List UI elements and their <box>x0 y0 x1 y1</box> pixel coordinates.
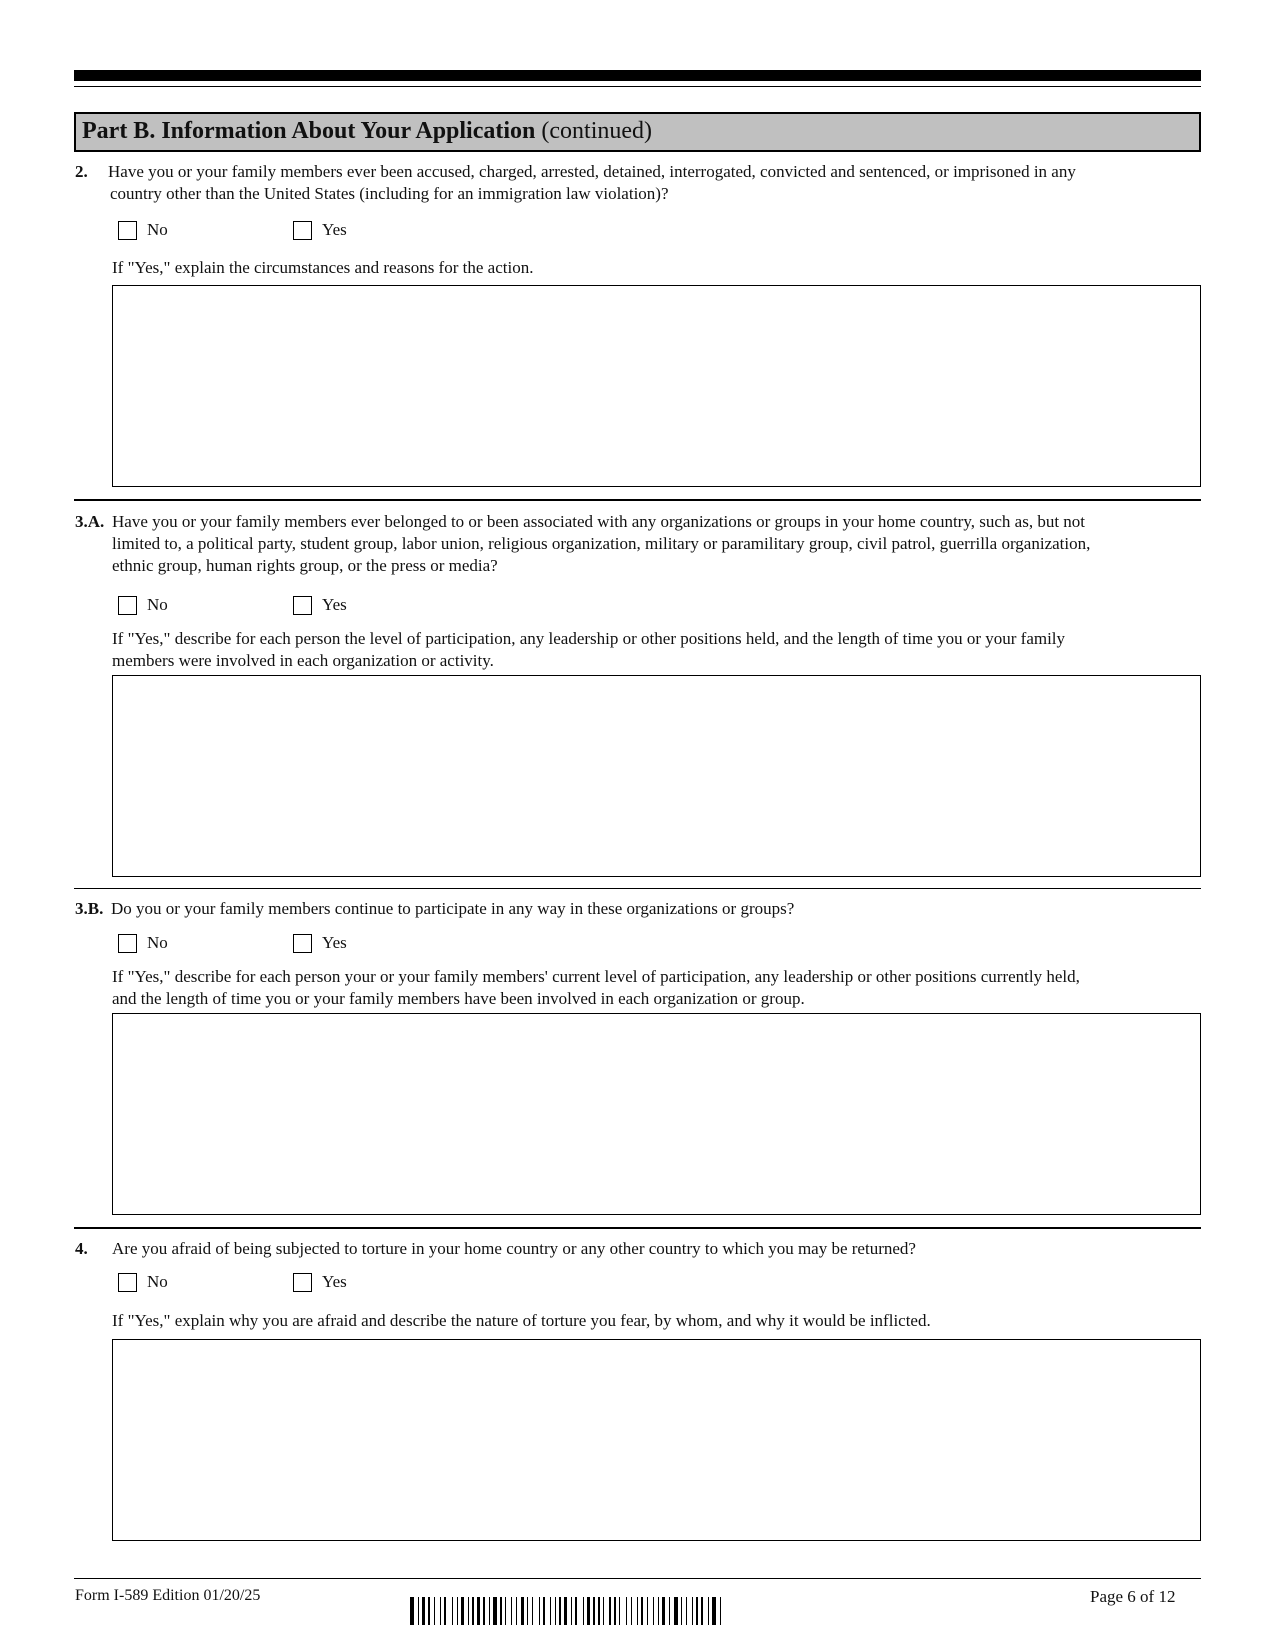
q3a-yes-label: Yes <box>322 595 347 614</box>
barcode-bar <box>712 1597 716 1625</box>
barcode-bar <box>708 1597 709 1625</box>
separator <box>74 888 1201 889</box>
q3a-yes-checkbox[interactable] <box>293 596 312 615</box>
q2-text-line2: country other than the United States (including for an immigration law violation)? <box>110 184 669 203</box>
barcode-bar <box>539 1597 540 1625</box>
barcode-bar <box>436 1597 439 1625</box>
q3b-answer-box[interactable] <box>112 1013 1201 1215</box>
barcode-bar <box>516 1597 517 1625</box>
q3a-text-line2: limited to, a political party, student group, labor union, religious organization, military or paramilitary group, civil patrol, guerrilla organization, <box>112 534 1091 553</box>
q4-no-label: No <box>147 1272 168 1291</box>
barcode-bar <box>669 1597 670 1625</box>
barcode-bar <box>686 1597 687 1625</box>
barcode-bar <box>468 1597 469 1625</box>
section-title-bold: Part B. Information About Your Application <box>82 118 536 144</box>
footer-rule <box>74 1578 1201 1579</box>
q2-number: 2. <box>75 162 88 181</box>
q3b-yes-checkbox[interactable] <box>293 934 312 953</box>
barcode-bar <box>529 1597 531 1625</box>
separator <box>74 499 1201 501</box>
barcode-bar <box>671 1597 673 1625</box>
barcode-bar <box>571 1597 572 1625</box>
barcode-bar <box>666 1597 668 1625</box>
q3a-prompt-line1: If "Yes," describe for each person the level of participation, any leadership or other positions held, and the length of time you or your family <box>112 629 1066 648</box>
barcode-bar <box>505 1597 506 1625</box>
barcode-bar <box>555 1597 556 1625</box>
barcode-bar <box>422 1597 425 1625</box>
barcode-bar <box>507 1597 510 1625</box>
barcode-bar <box>694 1597 695 1625</box>
q3b-no-label: No <box>147 933 168 952</box>
q3b-number: 3.B. <box>75 899 104 918</box>
q3a-no-checkbox[interactable] <box>118 596 137 615</box>
q3b-text: Do you or your family members continue to participate in any way in these organizations or groups? <box>111 899 795 918</box>
top-thin-rule <box>74 86 1201 87</box>
q3a-number: 3.A. <box>75 512 105 531</box>
barcode-bar <box>696 1597 698 1625</box>
barcode-bar <box>483 1597 485 1625</box>
barcode-bar <box>688 1597 691 1625</box>
barcode-bar <box>628 1597 630 1625</box>
barcode-bar <box>603 1597 604 1625</box>
q2-yes-checkbox[interactable] <box>293 221 312 240</box>
barcode-bar <box>511 1597 512 1625</box>
barcode-bar <box>704 1597 707 1625</box>
q2-yes-label: Yes <box>322 220 347 239</box>
barcode-bar <box>578 1597 582 1625</box>
barcode-bar <box>609 1597 611 1625</box>
barcode-bar <box>647 1597 648 1625</box>
barcode-bar <box>573 1597 574 1625</box>
barcode-bar <box>655 1597 657 1625</box>
barcode-bar <box>481 1597 482 1625</box>
q4-no-checkbox[interactable] <box>118 1273 137 1292</box>
barcode-bar <box>591 1597 592 1625</box>
barcode-bar <box>559 1597 561 1625</box>
barcode-bar <box>428 1597 430 1625</box>
barcode-bar <box>498 1597 499 1625</box>
q3a-prompt-line2: members were involved in each organization or activity. <box>112 651 494 670</box>
barcode-bar <box>500 1597 502 1625</box>
barcode-bar <box>477 1597 480 1625</box>
barcode-bar <box>415 1597 417 1625</box>
barcode-bar <box>552 1597 554 1625</box>
barcode-bar <box>461 1597 464 1625</box>
barcode-bar <box>614 1597 616 1625</box>
barcode-bar <box>717 1597 719 1625</box>
barcode-bar <box>701 1597 703 1625</box>
barcode-bar <box>596 1597 597 1625</box>
barcode-bar <box>598 1597 600 1625</box>
barcode <box>410 1597 958 1625</box>
barcode-bar <box>619 1597 620 1625</box>
barcode-bar <box>621 1597 625 1625</box>
q3b-yes-label: Yes <box>322 933 347 952</box>
barcode-bar <box>444 1597 446 1625</box>
barcode-bar <box>454 1597 456 1625</box>
barcode-bar <box>575 1597 577 1625</box>
barcode-bar <box>585 1597 586 1625</box>
barcode-bar <box>593 1597 595 1625</box>
barcode-bar <box>658 1597 659 1625</box>
barcode-bar <box>562 1597 563 1625</box>
barcode-bar <box>503 1597 504 1625</box>
q2-answer-box[interactable] <box>112 285 1201 487</box>
barcode-bar <box>662 1597 665 1625</box>
separator <box>74 1227 1201 1229</box>
q4-answer-box[interactable] <box>112 1339 1201 1541</box>
barcode-bar <box>543 1597 545 1625</box>
q3a-text-line3: ethnic group, human rights group, or the press or media? <box>112 556 498 575</box>
barcode-bar <box>633 1597 636 1625</box>
barcode-bar <box>674 1597 678 1625</box>
barcode-bar <box>692 1597 693 1625</box>
barcode-bar <box>525 1597 526 1625</box>
q3b-prompt-line1: If "Yes," describe for each person your or your family members' current level of participation, any leadership or other positions currently held, <box>112 967 1080 986</box>
barcode-bar <box>470 1597 471 1625</box>
barcode-bar <box>653 1597 654 1625</box>
barcode-bar <box>459 1597 460 1625</box>
barcode-bar <box>434 1597 435 1625</box>
page-number: Page 6 of 12 <box>1090 1587 1176 1606</box>
barcode-bar <box>521 1597 524 1625</box>
barcode-bar <box>612 1597 613 1625</box>
barcode-bar <box>418 1597 419 1625</box>
barcode-bar <box>472 1597 474 1625</box>
top-thick-rule <box>74 70 1201 81</box>
barcode-bar <box>457 1597 458 1625</box>
barcode-bar <box>564 1597 567 1625</box>
q3b-prompt-line2: and the length of time you or your family members have been involved in each organization or group. <box>112 989 805 1008</box>
section-header <box>74 112 1201 152</box>
barcode-bar <box>534 1597 538 1625</box>
barcode-bar <box>601 1597 602 1625</box>
barcode-bar <box>617 1597 618 1625</box>
barcode-bar <box>527 1597 528 1625</box>
barcode-bar <box>720 1597 721 1625</box>
q2-prompt: If "Yes," explain the circumstances and reasons for the action. <box>112 258 534 277</box>
barcode-bar <box>513 1597 515 1625</box>
barcode-bar <box>641 1597 643 1625</box>
barcode-bar <box>649 1597 652 1625</box>
q4-prompt: If "Yes," explain why you are afraid and describe the nature of torture you fear, by whom, and why it would be inflicted. <box>112 1311 931 1330</box>
section-title <box>82 117 652 145</box>
barcode-bar <box>699 1597 700 1625</box>
q3a-answer-box[interactable] <box>112 675 1201 877</box>
barcode-bar <box>532 1597 533 1625</box>
barcode-bar <box>683 1597 685 1625</box>
barcode-bar <box>660 1597 661 1625</box>
barcode-bar <box>426 1597 427 1625</box>
barcode-bar <box>410 1597 414 1625</box>
q4-yes-label: Yes <box>322 1272 347 1291</box>
q2-text-line1: Have you or your family members ever been accused, charged, arrested, detained, interrogated, convicted and sentenced, or imprisoned in any <box>108 162 1076 181</box>
q4-number: 4. <box>75 1239 88 1258</box>
barcode-bar <box>518 1597 520 1625</box>
barcode-bar <box>722 1597 723 1625</box>
q3a-text-line1: Have you or your family members ever belonged to or been associated with any organizations or groups in your home country, such as, but not <box>112 512 1086 531</box>
barcode-bar <box>420 1597 421 1625</box>
barcode-bar <box>644 1597 646 1625</box>
barcode-bar <box>550 1597 551 1625</box>
barcode-bar <box>489 1597 490 1625</box>
q4-yes-checkbox[interactable] <box>293 1273 312 1292</box>
barcode-bar <box>710 1597 711 1625</box>
barcode-bar <box>493 1597 497 1625</box>
barcode-bar <box>583 1597 584 1625</box>
barcode-bar <box>557 1597 558 1625</box>
q2-no-checkbox[interactable] <box>118 221 137 240</box>
barcode-bar <box>447 1597 451 1625</box>
barcode-bar <box>475 1597 476 1625</box>
q3b-no-checkbox[interactable] <box>118 934 137 953</box>
barcode-bar <box>442 1597 443 1625</box>
section-title-continued: (continued) <box>541 118 653 144</box>
barcode-bar <box>679 1597 680 1625</box>
barcode-bar <box>605 1597 608 1625</box>
barcode-bar <box>637 1597 638 1625</box>
barcode-bar <box>587 1597 590 1625</box>
barcode-bar <box>431 1597 433 1625</box>
barcode-bar <box>639 1597 640 1625</box>
barcode-bar <box>486 1597 488 1625</box>
q3a-no-label: No <box>147 595 168 614</box>
q2-no-label: No <box>147 220 168 239</box>
barcode-bar <box>491 1597 492 1625</box>
q4-text: Are you afraid of being subjected to torture in your home country or any other country to which you may be returned? <box>112 1239 916 1258</box>
barcode-bar <box>440 1597 441 1625</box>
barcode-bar <box>541 1597 542 1625</box>
barcode-bar <box>465 1597 467 1625</box>
barcode-bar <box>546 1597 549 1625</box>
barcode-bar <box>626 1597 627 1625</box>
barcode-bar <box>631 1597 632 1625</box>
form-edition: Form I-589 Edition 01/20/25 <box>75 1587 261 1604</box>
barcode-bar <box>568 1597 570 1625</box>
barcode-bar <box>452 1597 453 1625</box>
barcode-bar <box>681 1597 682 1625</box>
